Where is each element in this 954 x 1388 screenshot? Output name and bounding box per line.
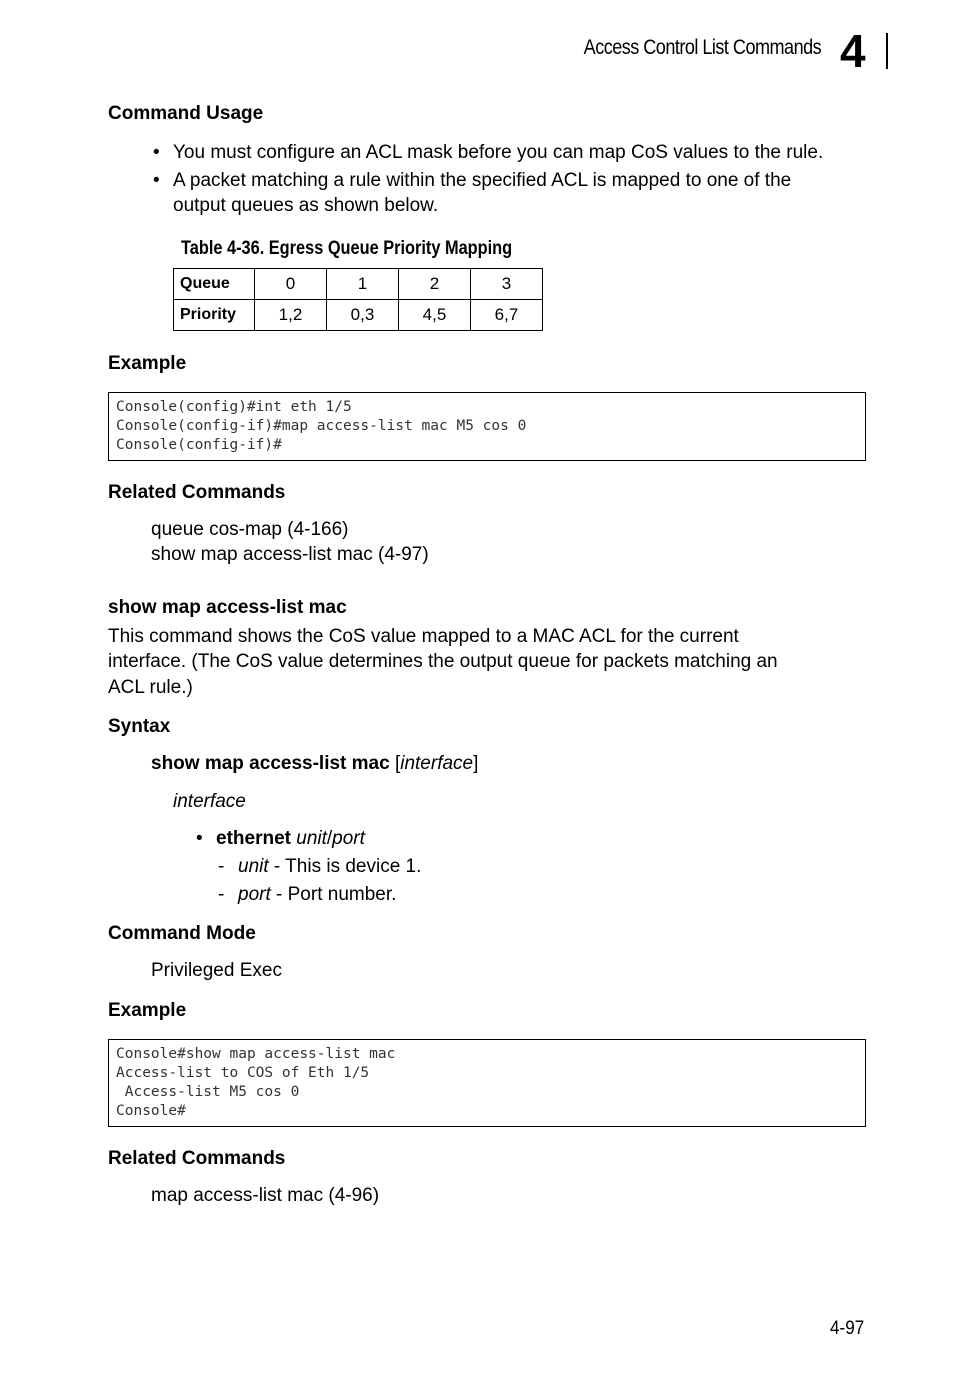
- example-code-block: Console(config)#int eth 1/5 Console(config-if)#map access-list mac M5 cos 0 Console(config-if)#: [108, 392, 866, 461]
- table-row: [174, 269, 543, 300]
- sub-item-text: - Port number.: [270, 884, 397, 905]
- usage-bullet-text: A packet matching a rule within the specified ACL is mapped to one of the: [173, 170, 792, 191]
- table-caption: Table 4-36. Egress Queue Priority Mapping: [181, 238, 513, 259]
- dash-icon: -: [218, 856, 225, 877]
- sub-item-port: [218, 882, 397, 907]
- command-mode-value: Privileged Exec: [151, 960, 282, 981]
- table-cell: 2: [399, 269, 471, 300]
- command-title: show map access-list mac: [108, 597, 347, 618]
- table-cell: 6,7: [471, 300, 543, 331]
- chapter-number: 4: [840, 25, 866, 77]
- syntax-bracket-open: [: [389, 753, 401, 774]
- syntax-bracket-close: ]: [473, 753, 479, 774]
- example-code-block: Console#show map access-list mac Access-list to COS of Eth 1/5 Access-list M5 cos 0 Console#: [108, 1039, 866, 1127]
- dash-icon: -: [218, 884, 225, 905]
- table-cell: 1,2: [255, 300, 327, 331]
- syntax-parameter: interface: [400, 753, 474, 774]
- bullet-icon: •: [196, 828, 203, 849]
- sub-item-text: - This is device 1.: [268, 856, 422, 877]
- usage-bullet-text: You must configure an ACL mask before you can map CoS values to the rule.: [173, 142, 824, 163]
- description-line-3: ACL rule.): [108, 677, 193, 698]
- parameter-name: interface: [173, 791, 246, 812]
- sub-item-term: port: [238, 884, 271, 905]
- bullet-icon: •: [153, 142, 160, 163]
- syntax-command: show map access-list mac: [151, 753, 390, 774]
- description-line-1: This command shows the CoS value mapped to a MAC ACL for the current: [108, 626, 739, 647]
- sub-item-unit: [218, 854, 422, 879]
- usage-bullet-1: [153, 140, 824, 165]
- bullet-unit: unit: [296, 828, 327, 849]
- syntax-heading: Syntax: [108, 716, 171, 737]
- row-header: Queue: [174, 269, 255, 300]
- table-cell: 1: [327, 269, 399, 300]
- row-header: Priority: [174, 300, 255, 331]
- usage-bullet-text-continued: output queues as shown below.: [173, 195, 439, 216]
- bullet-port: port: [332, 828, 365, 849]
- running-header-title: Access Control List Commands: [583, 36, 821, 59]
- related-commands-heading: Related Commands: [108, 1148, 286, 1169]
- related-command-link: queue cos-map (4-166): [151, 519, 349, 540]
- related-command-link: show map access-list mac (4-97): [151, 544, 429, 565]
- queue-priority-table: [173, 268, 543, 331]
- bullet-icon: •: [153, 170, 160, 191]
- table-cell: 4,5: [399, 300, 471, 331]
- table-row: [174, 300, 543, 331]
- usage-bullet-2: [153, 168, 792, 218]
- command-mode-heading: Command Mode: [108, 923, 256, 944]
- chapter-divider: [886, 33, 888, 69]
- table-cell: 0: [255, 269, 327, 300]
- related-commands-heading: Related Commands: [108, 482, 286, 503]
- table-cell: 3: [471, 269, 543, 300]
- page-number: 4-97: [830, 1318, 865, 1339]
- parameter-bullet: • ethernet unit/port: [196, 828, 365, 849]
- table-cell: 0,3: [327, 300, 399, 331]
- example-heading: Example: [108, 1000, 187, 1021]
- sub-item-term: unit: [238, 856, 269, 877]
- command-usage-heading: Command Usage: [108, 103, 264, 124]
- description-line-2: interface. (The CoS value determines the output queue for packets matching an: [108, 651, 778, 672]
- syntax-line: [151, 751, 478, 776]
- example-heading: Example: [108, 353, 187, 374]
- related-command-link: map access-list mac (4-96): [151, 1185, 380, 1206]
- bullet-keyword: ethernet: [216, 828, 291, 849]
